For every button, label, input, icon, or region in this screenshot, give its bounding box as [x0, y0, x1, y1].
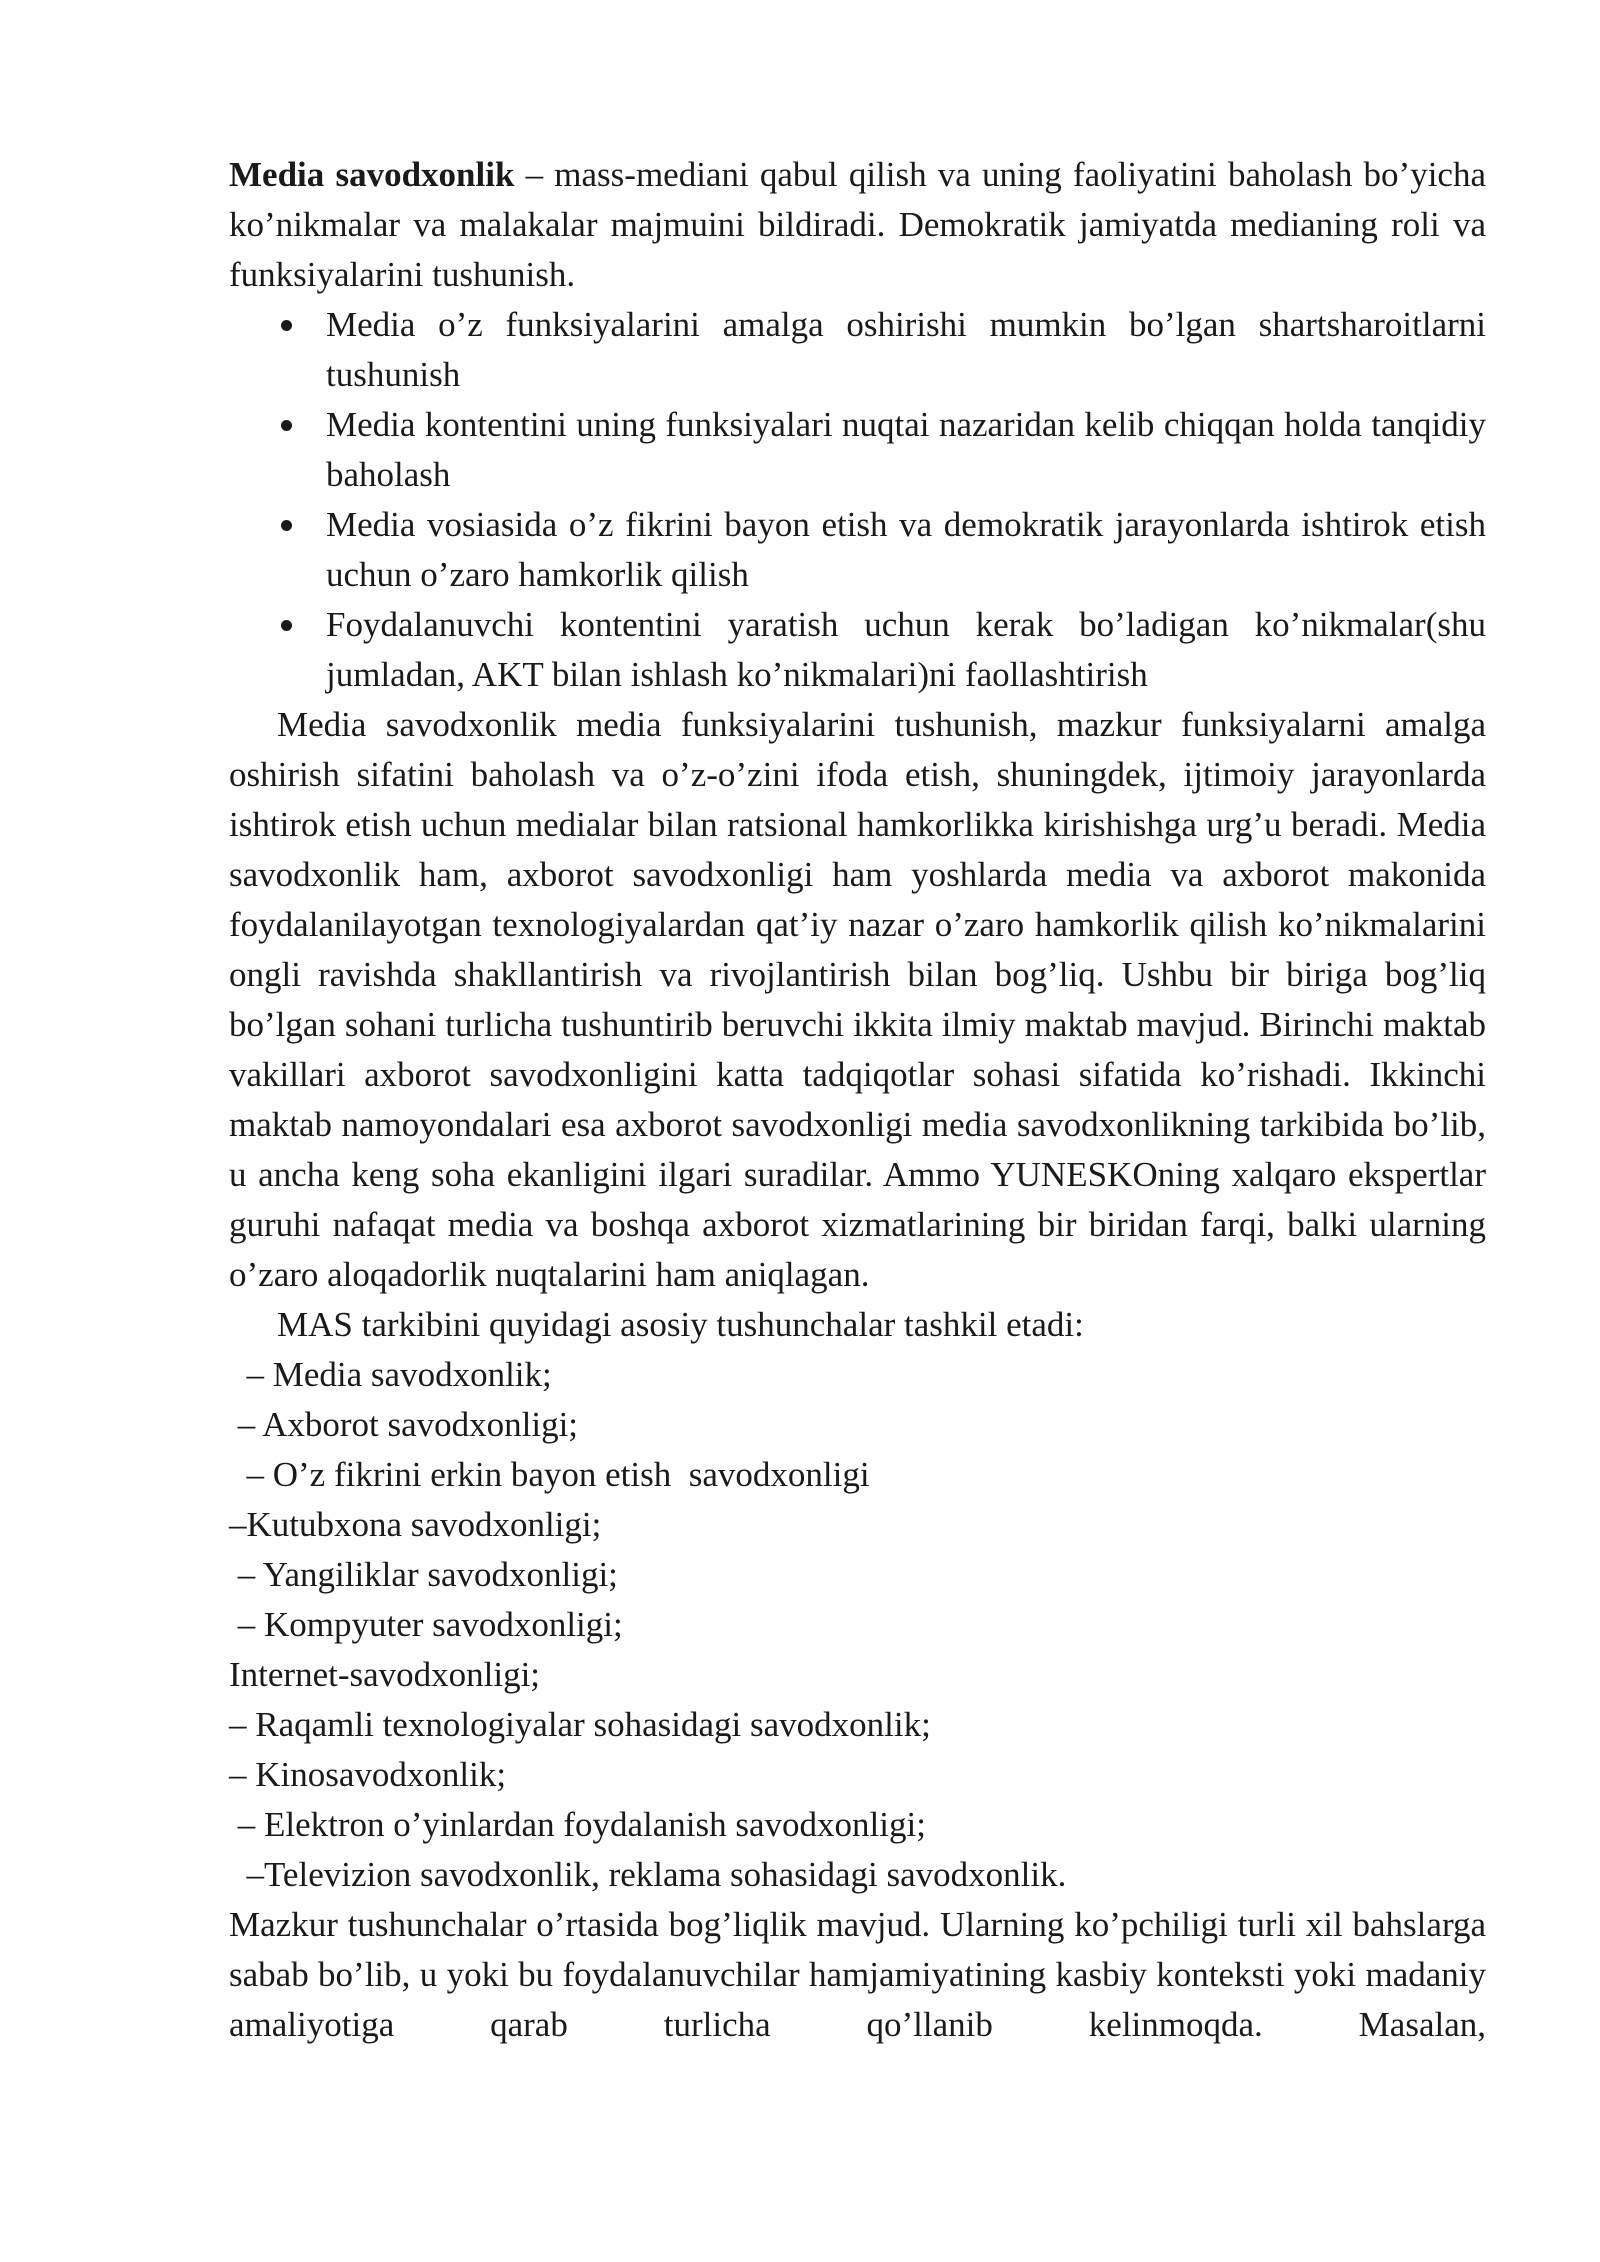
terms-list	[229, 1350, 1486, 1900]
body-paragraph: Media savodxonlik media funksiyalarini tushunish, mazkur funksiyalarni amalga oshirish sifatini baholash va o’z-o’zini ifoda etish, shuningdek, ijtimoiy jarayonlarda ishtirok etish uchun medialar bilan ratsional hamkorlikka kirishishga urg’u beradi. Media savodxonlik ham, axborot savodxonligi ham yoshlarda media va axborot makonida foydalanilayotgan texnologiyalardan qat’iy nazar o’zaro hamkorlik qilish ko’nikmalarini ongli ravishda shakllantirish va rivojlantirish bilan bog’liq. Ushbu bir biriga bog’liq bo’lgan sohani turlicha tushuntirib beruvchi ikkita ilmiy maktab mavjud. Birinchi maktab vakillari axborot savodxonligini katta tadqiqotlar sohasi sifatida ko’rishadi. Ikkinchi maktab namoyondalari esa axborot savodxonligi media savodxonlikning tarkibida bo’lib, u ancha keng soha ekanligini ilgari suradilar. Ammo YUNESKOning xalqaro ekspertlar guruhi nafaqat media va boshqa axborot xizmatlarining bir biridan farqi, balki ularning o’zaro aloqadorlik nuqtalarini ham aniqlagan.	[229, 705, 1486, 1294]
bullet-text: Foydalanuvchi kontentini yaratish uchun kerak bo’ladigan ko’nikmalar(shu jumladan, AKT bilan ishlash ko’nikmalari)ni faollashtirish	[326, 605, 1486, 694]
mas-intro: MAS tarkibini quyidagi asosiy tushunchalar tashkil etadi:	[277, 1305, 1084, 1344]
bullet-text: Media vosiasida o’z fikrini bayon etish va demokratik jarayonlarda ishtirok etish uchun o’zaro hamkorlik qilish	[326, 505, 1486, 594]
intro-paragraph	[229, 150, 1486, 300]
bullet-dot-icon	[281, 420, 292, 431]
term-item: –Televizion savodxonlik, reklama sohasidagi savodxonlik.	[229, 1855, 1067, 1894]
term-item: – Raqamli texnologiyalar sohasidagi savodxonlik;	[229, 1705, 931, 1744]
term-item: – Kinosavodxonlik;	[229, 1755, 507, 1794]
bullet-text: Media kontentini uning funksiyalari nuqtai nazaridan kelib chiqqan holda tanqidiy baholash	[326, 405, 1486, 494]
bullet-dot-icon	[281, 620, 292, 631]
bullet-list	[229, 300, 1486, 700]
term-item: –Kutubxona savodxonligi;	[229, 1505, 602, 1544]
bullet-text: Media o’z funksiyalarini amalga oshirishi mumkin bo’lgan shartsharoitlarni tushunish	[326, 305, 1486, 394]
term-item: – Kompyuter savodxonligi;	[229, 1605, 623, 1644]
term-item: Internet-savodxonligi;	[229, 1655, 541, 1694]
term-item: – Elektron o’yinlardan foydalanish savodxonligi;	[229, 1805, 926, 1844]
term-item: – Yangiliklar savodxonligi;	[229, 1555, 618, 1594]
bullet-dot-icon	[281, 320, 292, 331]
term-item: – O’z fikrini erkin bayon etish savodxonligi	[229, 1455, 870, 1494]
document-page	[229, 150, 1486, 2050]
bullet-item	[229, 300, 1486, 400]
bullet-item	[229, 500, 1486, 600]
term-item: – Media savodxonlik;	[229, 1355, 552, 1394]
intro-text: – mass-mediani qabul qilish va uning faoliyatini baholash bo’yicha ko’nikmalar va malakalar majmuini bildiradi. Demokratik jamiyatda medianing roli va funksiyalarini tushunish.	[229, 155, 1486, 294]
closing-paragraph: Mazkur tushunchalar o’rtasida bog’liqlik mavjud. Ularning ko’pchiligi turli xil bahslarga sabab bo’lib, u yoki bu foydalanuvchilar hamjamiyatining kasbiy konteksti yoki madaniy amaliyotiga qarab turlicha qo’llanib kelinmoqda. Masalan,	[229, 1905, 1486, 2044]
bullet-dot-icon	[281, 520, 292, 531]
bullet-item	[229, 600, 1486, 700]
bullet-item	[229, 400, 1486, 500]
term-item: – Axborot savodxonligi;	[229, 1405, 579, 1444]
intro-term: Media savodxonlik	[229, 155, 515, 194]
